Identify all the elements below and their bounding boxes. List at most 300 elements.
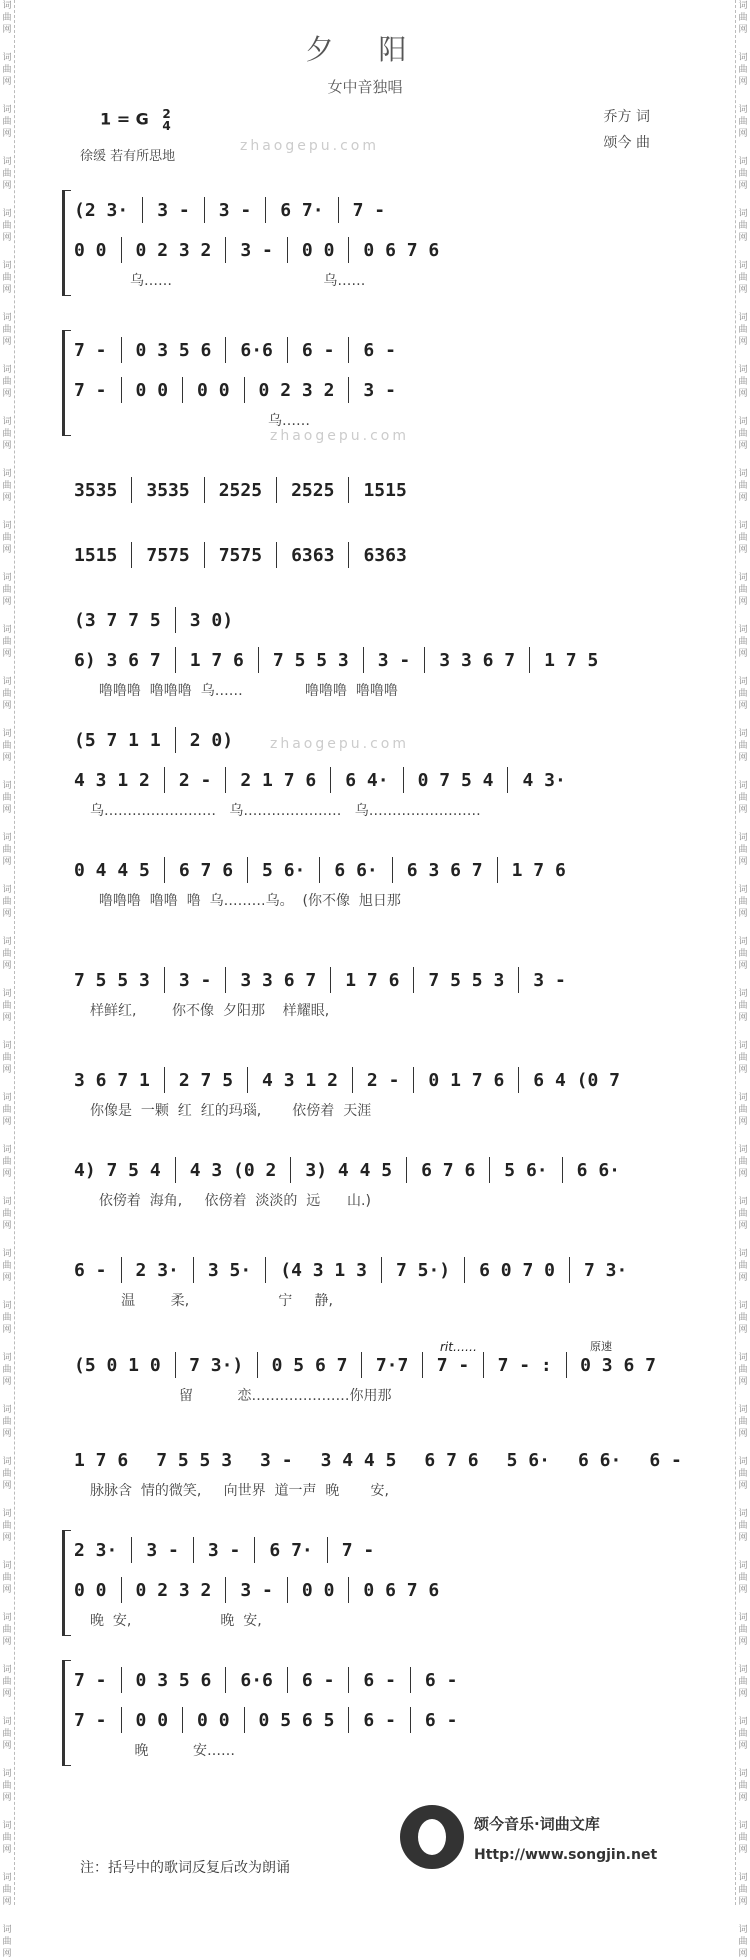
- barline: [164, 767, 165, 793]
- barline: [287, 1577, 288, 1603]
- staff-line: [70, 190, 660, 230]
- margin-text: 词曲网: [0, 988, 14, 1024]
- measure: 6 -: [298, 340, 339, 361]
- margin-text: 词曲网: [736, 416, 750, 452]
- score-system: [70, 1345, 660, 1411]
- measure: 0 2 3 2: [255, 380, 339, 401]
- measure: 3) 4 4 5: [301, 1160, 396, 1181]
- measure: 2 -: [363, 1070, 404, 1091]
- measure: 7 -: [338, 1540, 379, 1561]
- measure: 6 7·: [276, 200, 327, 221]
- measure: 1 7 6: [70, 1450, 132, 1471]
- lyric-line: 依傍着 海角, 依傍着 淡淡的 远 山.): [70, 1190, 660, 1216]
- margin-text: 词曲网: [736, 884, 750, 920]
- barline: [164, 857, 165, 883]
- margin-text: 词曲网: [736, 1924, 750, 1960]
- margin-text: 词曲网: [736, 936, 750, 972]
- margin-text: 词曲网: [736, 156, 750, 192]
- measure: (2 3·: [70, 200, 132, 221]
- measure: 0 6 7 6: [359, 240, 443, 261]
- barline: [352, 1067, 353, 1093]
- barline: [131, 542, 132, 568]
- measure: 7 5 5 3: [152, 1450, 236, 1471]
- barline: [247, 857, 248, 883]
- lyric-line: 你像是 一颗 红 红的玛瑙, 依傍着 天涯: [70, 1100, 660, 1126]
- margin-text: 词曲网: [736, 104, 750, 140]
- measure: 3 6 7 1: [70, 1070, 154, 1091]
- lyric-line: 乌……: [70, 410, 660, 436]
- measure: 7 5 5 3: [424, 970, 508, 991]
- measure: 6 -: [645, 1450, 686, 1471]
- lyric-line: 温 柔, 宁 静,: [70, 1290, 660, 1316]
- staff-line: [70, 960, 660, 1000]
- barline: [225, 767, 226, 793]
- measure: 0 3 6 7: [576, 1355, 660, 1376]
- measure: 7575: [142, 545, 193, 566]
- margin-text: 词曲网: [736, 0, 750, 36]
- barline: [225, 967, 226, 993]
- song-subtitle: 女中音独唱: [60, 76, 670, 97]
- measure: 2 7 5: [175, 1070, 237, 1091]
- a-tempo-marking: 原速: [590, 1338, 612, 1354]
- measure: 3 0): [186, 610, 237, 631]
- watermark: zhaogepu.com: [270, 736, 409, 752]
- margin-text: 词曲网: [0, 1664, 14, 1700]
- staff-line: [70, 1345, 660, 1385]
- barline: [410, 1667, 411, 1693]
- lyric-line: 噜噜噜 噜噜 噜 乌………乌。 (你不像 旭日那: [70, 890, 660, 916]
- measure: 3 -: [215, 200, 256, 221]
- lyric-line: 乌…… 乌……: [70, 270, 660, 296]
- barline: [175, 647, 176, 673]
- measure: 6 3 6 7: [403, 860, 487, 881]
- score-system: [70, 1440, 660, 1506]
- staff-line: [70, 330, 660, 370]
- barline: [204, 542, 205, 568]
- measure: 6·6: [236, 1670, 277, 1691]
- barline: [424, 647, 425, 673]
- margin-text: 词曲网: [0, 416, 14, 452]
- margin-text: 词曲网: [0, 312, 14, 348]
- measure: 3 5·: [204, 1260, 255, 1281]
- measure: 7 -: [70, 1670, 111, 1691]
- margin-text: 词曲网: [0, 1300, 14, 1336]
- measure: 6 -: [359, 1710, 400, 1731]
- margin-text: 词曲网: [0, 1456, 14, 1492]
- margin-text: 词曲网: [0, 156, 14, 192]
- measure: 2525: [287, 480, 338, 501]
- margin-text: 词曲网: [0, 1508, 14, 1544]
- logo-brand: 颂今音乐·词曲文库: [474, 1813, 600, 1834]
- barline: [403, 767, 404, 793]
- barline: [121, 377, 122, 403]
- measure: 2 1 7 6: [236, 770, 320, 791]
- lyric-line: 晚 安, 晚 安,: [70, 1610, 660, 1636]
- barline: [348, 237, 349, 263]
- barline: [258, 647, 259, 673]
- staff-line: [70, 230, 660, 270]
- measure: 7 3·): [185, 1355, 247, 1376]
- staff-line: [70, 535, 660, 575]
- measure: 2 3·: [70, 1540, 121, 1561]
- barline: [182, 1707, 183, 1733]
- barline: [276, 477, 277, 503]
- barline: [247, 1067, 248, 1093]
- measure: 0 2 3 2: [132, 240, 216, 261]
- staff-line: [70, 1150, 660, 1190]
- right-margin-strip: [735, 0, 750, 1905]
- measure: 4 3 (0 2: [186, 1160, 281, 1181]
- barline: [225, 237, 226, 263]
- lyric-line: 脉脉含 情的微笑, 向世界 道一声 晚 安,: [70, 1480, 660, 1506]
- measure: 6 -: [421, 1710, 462, 1731]
- margin-text: 词曲网: [736, 1144, 750, 1180]
- barline: [348, 542, 349, 568]
- margin-text: 词曲网: [736, 1768, 750, 1804]
- margin-text: 词曲网: [736, 468, 750, 504]
- barline: [225, 1577, 226, 1603]
- measure: 6 -: [359, 1670, 400, 1691]
- measure: 0 6 7 6: [359, 1580, 443, 1601]
- barline: [265, 1257, 266, 1283]
- barline: [175, 607, 176, 633]
- margin-text: 词曲网: [0, 104, 14, 140]
- margin-text: 词曲网: [0, 728, 14, 764]
- measure: 6 -: [359, 340, 400, 361]
- barline: [464, 1257, 465, 1283]
- measure: 0 1 7 6: [424, 1070, 508, 1091]
- score-system: [70, 1150, 660, 1216]
- barline: [287, 237, 288, 263]
- measure: 3535: [70, 480, 121, 501]
- margin-text: 词曲网: [0, 884, 14, 920]
- barline: [276, 542, 277, 568]
- measure: 7 -: [70, 380, 111, 401]
- measure: 3 3 6 7: [435, 650, 519, 671]
- margin-text: 词曲网: [736, 312, 750, 348]
- barline: [392, 857, 393, 883]
- margin-text: 词曲网: [736, 1300, 750, 1336]
- measure: (3 7 7 5: [70, 610, 165, 631]
- barline: [164, 1067, 165, 1093]
- measure: 6 6·: [574, 1450, 625, 1471]
- margin-text: 词曲网: [736, 1404, 750, 1440]
- measure: 6 4·: [341, 770, 392, 791]
- measure: 7 -: [70, 1710, 111, 1731]
- margin-text: 词曲网: [736, 1040, 750, 1076]
- staff-line: [70, 1250, 660, 1290]
- measure: 0 3 5 6: [132, 340, 216, 361]
- staff-line: [70, 1700, 660, 1740]
- margin-text: 词曲网: [736, 624, 750, 660]
- barline: [569, 1257, 570, 1283]
- measure: 6) 3 6 7: [70, 650, 165, 671]
- measure: 7575: [215, 545, 266, 566]
- measure: 0 0: [70, 1580, 111, 1601]
- score-system: [70, 1660, 660, 1766]
- margin-text: 词曲网: [736, 780, 750, 816]
- barline: [330, 967, 331, 993]
- barline: [348, 1667, 349, 1693]
- margin-text: 词曲网: [736, 728, 750, 764]
- measure: 0 0: [70, 240, 111, 261]
- margin-text: 词曲网: [736, 208, 750, 244]
- score-system: [70, 720, 660, 826]
- lyric-line: 晚 安……: [70, 1740, 660, 1766]
- song-title: 夕 阳: [60, 28, 670, 68]
- measure: 7·7: [372, 1355, 413, 1376]
- measure: 3 -: [153, 200, 194, 221]
- measure: 0 3 5 6: [132, 1670, 216, 1691]
- measure: 6·6: [236, 340, 277, 361]
- barline: [131, 477, 132, 503]
- footnote: 注：括号中的歌词反复后改为朗诵: [80, 1857, 290, 1877]
- measure: 4 3 1 2: [258, 1070, 342, 1091]
- margin-text: 词曲网: [736, 1508, 750, 1544]
- staff-line: [70, 600, 660, 640]
- barline: [142, 197, 143, 223]
- barline: [175, 727, 176, 753]
- margin-text: 词曲网: [0, 208, 14, 244]
- measure: 6 7 6: [175, 860, 237, 881]
- measure: 0 7 5 4: [414, 770, 498, 791]
- measure: 2 3·: [132, 1260, 183, 1281]
- barline: [406, 1157, 407, 1183]
- staff-line: [70, 850, 660, 890]
- margin-text: 词曲网: [0, 1248, 14, 1284]
- margin-text: 词曲网: [0, 52, 14, 88]
- barline: [327, 1537, 328, 1563]
- score-system: [70, 470, 660, 510]
- measure: (5 0 1 0: [70, 1355, 165, 1376]
- staff-line: [70, 1440, 660, 1480]
- measure: 3 4 4 5: [317, 1450, 401, 1471]
- measure: 6 -: [298, 1670, 339, 1691]
- margin-text: 词曲网: [736, 1352, 750, 1388]
- measure: 6 7·: [265, 1540, 316, 1561]
- margin-text: 词曲网: [0, 832, 14, 868]
- composer: 颂今 曲: [604, 130, 650, 156]
- measure: 3 -: [175, 970, 216, 991]
- measure: 1515: [70, 545, 121, 566]
- measure: 0 0: [132, 1710, 173, 1731]
- measure: 3 -: [236, 240, 277, 261]
- measure: 1 7 6: [341, 970, 403, 991]
- measure: 7 -: [349, 200, 390, 221]
- margin-text: 词曲网: [0, 1040, 14, 1076]
- measure: 5 6·: [503, 1450, 554, 1471]
- measure: 7 5 5 3: [269, 650, 353, 671]
- watermark: zhaogepu.com: [270, 428, 409, 444]
- measure: 3 -: [142, 1540, 183, 1561]
- measure: 6 -: [70, 1260, 111, 1281]
- barline: [204, 477, 205, 503]
- score-page: [60, 0, 670, 1905]
- margin-text: 词曲网: [0, 676, 14, 712]
- barline: [121, 1707, 122, 1733]
- measure: 6 7 6: [420, 1450, 482, 1471]
- measure: 0 2 3 2: [132, 1580, 216, 1601]
- measure: 7 - :: [494, 1355, 556, 1376]
- key-label: 1 = G: [100, 110, 149, 129]
- measure: 3 -: [359, 380, 400, 401]
- barline: [287, 1667, 288, 1693]
- staff-line: [70, 1530, 660, 1570]
- barline: [338, 197, 339, 223]
- barline: [287, 337, 288, 363]
- margin-text: 词曲网: [736, 676, 750, 712]
- barline: [182, 377, 183, 403]
- score-system: [70, 535, 660, 575]
- margin-text: 词曲网: [736, 1820, 750, 1856]
- margin-text: 词曲网: [736, 260, 750, 296]
- measure: 3 -: [236, 1580, 277, 1601]
- time-signature: [162, 108, 170, 132]
- measure: 0 0: [298, 1580, 339, 1601]
- barline: [121, 1667, 122, 1693]
- lyric-line: 乌…………………… 乌………………… 乌……………………: [70, 800, 660, 826]
- margin-text: 词曲网: [0, 780, 14, 816]
- tempo-marking: 徐缓 若有所思地: [80, 145, 175, 164]
- barline: [254, 1537, 255, 1563]
- measure: 6 6·: [330, 860, 381, 881]
- barline: [244, 377, 245, 403]
- margin-text: 词曲网: [736, 1872, 750, 1908]
- measure: 0 0: [193, 380, 234, 401]
- credits: [604, 104, 650, 156]
- margin-text: 词曲网: [0, 1872, 14, 1908]
- measure: 1515: [359, 480, 410, 501]
- staff-line: [70, 720, 660, 760]
- margin-text: 词曲网: [0, 624, 14, 660]
- measure: (4 3 1 3: [276, 1260, 371, 1281]
- margin-text: 词曲网: [0, 1924, 14, 1960]
- measure: 1 7 5: [540, 650, 602, 671]
- margin-text: 词曲网: [736, 1716, 750, 1752]
- margin-text: 词曲网: [0, 1404, 14, 1440]
- left-margin-strip: [0, 0, 15, 1905]
- barline: [175, 1157, 176, 1183]
- measure: 4 3 1 2: [70, 770, 154, 791]
- measure: 6363: [359, 545, 410, 566]
- margin-text: 词曲网: [0, 1612, 14, 1648]
- margin-text: 词曲网: [736, 364, 750, 400]
- lyric-line: 噜噜噜 噜噜噜 乌…… 噜噜噜 噜噜噜: [70, 680, 660, 706]
- staff-line: [70, 1060, 660, 1100]
- margin-text: 词曲网: [736, 1560, 750, 1596]
- score-system: [70, 1060, 660, 1126]
- measure: 4) 7 5 4: [70, 1160, 165, 1181]
- margin-text: 词曲网: [736, 1664, 750, 1700]
- barline: [348, 1577, 349, 1603]
- measure: 6363: [287, 545, 338, 566]
- barline: [413, 1067, 414, 1093]
- barline: [121, 337, 122, 363]
- barline: [193, 1257, 194, 1283]
- measure: 2525: [215, 480, 266, 501]
- score-system: [70, 850, 660, 916]
- staff-line: [70, 370, 660, 410]
- measure: 3 -: [529, 970, 570, 991]
- margin-text: 词曲网: [736, 1456, 750, 1492]
- staff-line: [70, 470, 660, 510]
- barline: [265, 197, 266, 223]
- lyric-line: 样鲜红, 你不像 夕阳那 样耀眼,: [70, 1000, 660, 1026]
- measure: 0 4 4 5: [70, 860, 154, 881]
- margin-text: 词曲网: [736, 1092, 750, 1128]
- margin-text: 词曲网: [736, 988, 750, 1024]
- barline: [507, 767, 508, 793]
- measure: 0 0: [193, 1710, 234, 1731]
- margin-text: 词曲网: [736, 1248, 750, 1284]
- margin-text: 词曲网: [736, 572, 750, 608]
- measure: 6 0 7 0: [475, 1260, 559, 1281]
- measure: 5 6·: [258, 860, 309, 881]
- measure: 6 6·: [573, 1160, 624, 1181]
- margin-text: 词曲网: [0, 936, 14, 972]
- margin-text: 词曲网: [736, 520, 750, 556]
- barline: [348, 1707, 349, 1733]
- score-system: [70, 1250, 660, 1316]
- measure: 6 4 (0 7: [529, 1070, 624, 1091]
- margin-text: 词曲网: [736, 1612, 750, 1648]
- barline: [410, 1707, 411, 1733]
- barline: [121, 237, 122, 263]
- measure: 3 -: [256, 1450, 297, 1471]
- barline: [193, 1537, 194, 1563]
- margin-text: 词曲网: [0, 364, 14, 400]
- measure: 6 -: [421, 1670, 462, 1691]
- barline: [290, 1157, 291, 1183]
- margin-text: 词曲网: [0, 468, 14, 504]
- barline: [121, 1577, 122, 1603]
- margin-text: 词曲网: [0, 1820, 14, 1856]
- margin-text: 词曲网: [736, 1196, 750, 1232]
- margin-text: 词曲网: [0, 0, 14, 36]
- logo-url: Http://www.songjin.net: [474, 1847, 657, 1863]
- margin-text: 词曲网: [0, 1196, 14, 1232]
- measure: 7 -: [70, 340, 111, 361]
- margin-text: 词曲网: [0, 260, 14, 296]
- score-system: [70, 190, 660, 296]
- measure: 7 -: [433, 1355, 474, 1376]
- measure: 3 -: [374, 650, 415, 671]
- logo-mark-icon: [400, 1805, 464, 1869]
- measure: 0 5 6 7: [268, 1355, 352, 1376]
- barline: [121, 1257, 122, 1283]
- margin-text: 词曲网: [0, 1716, 14, 1752]
- measure: 2 -: [175, 770, 216, 791]
- measure: 1 7 6: [186, 650, 248, 671]
- watermark: zhaogepu.com: [240, 138, 379, 154]
- margin-text: 词曲网: [0, 1768, 14, 1804]
- barline: [497, 857, 498, 883]
- barline: [131, 1537, 132, 1563]
- barline: [225, 1667, 226, 1693]
- measure: 4 3·: [518, 770, 569, 791]
- score-system: [70, 330, 660, 436]
- barline: [348, 337, 349, 363]
- measure: 3 3 6 7: [236, 970, 320, 991]
- barline: [363, 647, 364, 673]
- measure: 0 0: [132, 380, 173, 401]
- staff-line: [70, 1660, 660, 1700]
- lyric-line: 留 恋…………………你用那: [70, 1385, 660, 1411]
- margin-text: 词曲网: [736, 52, 750, 88]
- barline: [225, 337, 226, 363]
- score-system: [70, 960, 660, 1026]
- measure: 3535: [142, 480, 193, 501]
